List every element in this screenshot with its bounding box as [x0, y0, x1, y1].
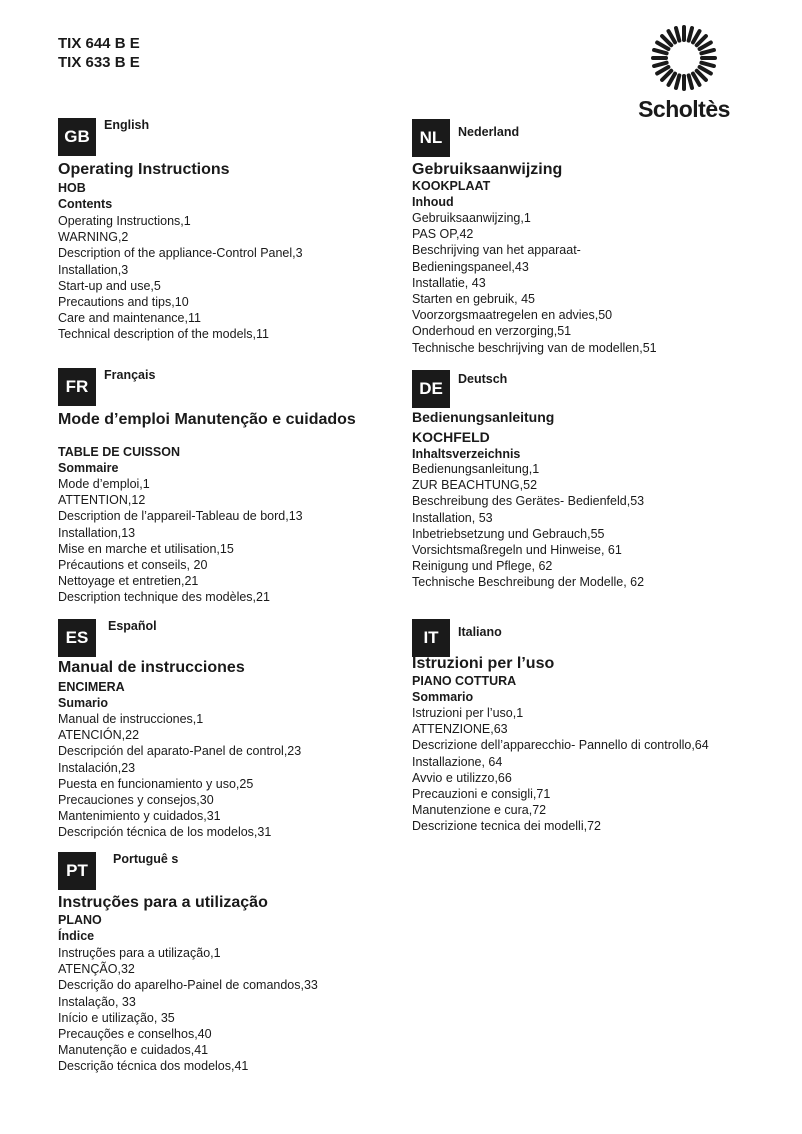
contents-heading: Índice [58, 929, 95, 944]
list-item: Beschrijving van het apparaat- [412, 243, 581, 258]
contents-list [58, 213, 303, 343]
language-name: Español [108, 619, 157, 633]
contents-list [412, 705, 709, 835]
logo-ray [701, 63, 714, 66]
list-item: Descrição técnica dos modelos,41 [58, 1059, 249, 1074]
language-name: Italiano [458, 625, 502, 639]
list-item: Manutenzione e cura,72 [412, 803, 547, 818]
product-type: PIANO COTTURA [412, 674, 517, 688]
product-type: TABLE DE CUISSON [58, 445, 180, 459]
section-title: Gebruiksaanwijzing [412, 161, 563, 178]
language-name: English [104, 118, 150, 132]
list-item: PAS OP,42 [412, 227, 474, 242]
product-type: KOCHFELD [412, 429, 490, 445]
section-title: Manual de instrucciones [58, 659, 245, 676]
contents-list [412, 210, 657, 356]
list-item: Puesta en funcionamiento y uso,25 [58, 776, 254, 791]
list-item: Descrizione tecnica dei modelli,72 [412, 819, 601, 834]
section-subtitle [412, 178, 490, 211]
list-item: Precautions and tips,10 [58, 295, 189, 310]
list-item: Installation,3 [58, 262, 129, 277]
section-subtitle [58, 679, 125, 712]
logo-ray [689, 75, 692, 88]
model-number: TIX 633 B E [58, 54, 140, 71]
list-item: ATENCIÓN,22 [58, 728, 140, 743]
section-gb [58, 118, 403, 348]
list-item: Istruzioni per l’uso,1 [412, 706, 524, 720]
list-item: Vorsichtsmaßregeln und Hinweise, 61 [412, 543, 622, 558]
contents-heading: Sumario [58, 696, 109, 711]
section-title: Bedienungsanleitung [412, 409, 555, 425]
list-item: Nettoyage et entretien,21 [58, 574, 199, 589]
section-nl [412, 119, 757, 364]
language-name: Deutsch [458, 372, 508, 386]
list-item: Início e utilização, 35 [58, 1010, 175, 1025]
list-item: Descripción técnica de los modelos,31 [58, 825, 272, 840]
list-item: ATTENZIONE,63 [412, 722, 508, 737]
language-badge: NL [412, 119, 450, 157]
list-item: Mantenimiento y cuidados,31 [58, 809, 221, 824]
list-item: Voorzorgsmaatregelen en advies,50 [412, 308, 613, 323]
list-item: Descripción del aparato-Panel de control,23 [58, 744, 302, 759]
contents-heading: Sommaire [58, 461, 119, 476]
section-title: Istruzioni per l’uso [412, 655, 555, 672]
list-item: Instruções para a utilização,1 [58, 946, 221, 960]
section-subtitle [58, 180, 112, 213]
contents-list [58, 711, 301, 841]
section-fr [58, 368, 403, 608]
logo-ray [689, 28, 692, 41]
section-subtitle [58, 444, 180, 477]
list-item: Bedienungsanleitung,1 [412, 462, 540, 476]
model-numbers [58, 34, 140, 72]
brand-name: Scholtès [638, 96, 730, 122]
list-item: ZUR BEACHTUNG,52 [412, 478, 538, 493]
list-item: Description de l’appareil-Tableau de bord,13 [58, 509, 303, 524]
language-badge: FR [58, 368, 96, 406]
list-item: Manual de instrucciones,1 [58, 712, 204, 726]
sunburst-icon [634, 22, 734, 96]
section-de [412, 370, 757, 595]
contents-heading: Inhoud [412, 195, 454, 210]
list-item: Installation,13 [58, 525, 136, 540]
list-item: Descrição do aparelho-Painel de comandos,33 [58, 978, 318, 993]
list-item: Installatie, 43 [412, 275, 486, 290]
logo-ray [676, 75, 679, 88]
list-item: Technical description of the models,11 [58, 327, 269, 342]
list-item: Operating Instructions,1 [58, 214, 191, 228]
list-item: Gebruiksaanwijzing,1 [412, 211, 531, 225]
language-badge: GB [58, 118, 96, 156]
logo-ray [701, 50, 714, 53]
product-type: PLANO [58, 913, 102, 927]
list-item: Inbetriebsetzung und Gebrauch,55 [412, 526, 605, 541]
section-subtitle [412, 673, 516, 706]
language-name: Nederland [458, 125, 520, 139]
list-item: Technische Beschreibung der Modelle, 62 [412, 575, 645, 590]
list-item: Descrizione dell’apparecchio- Pannello di controllo,64 [412, 738, 709, 753]
contents-heading: Contents [58, 197, 113, 212]
list-item: Installazione, 64 [412, 754, 503, 769]
contents-list [58, 945, 318, 1075]
list-item: Onderhoud en verzorging,51 [412, 324, 572, 339]
section-it [412, 619, 757, 839]
list-item: Description of the appliance-Control Panel,3 [58, 246, 303, 261]
logo-ray [676, 28, 679, 41]
list-item: Avvio e utilizzo,66 [412, 770, 512, 785]
list-item: Description technique des modèles,21 [58, 590, 270, 605]
list-item: Manutenção e cuidados,41 [58, 1043, 209, 1058]
list-item: Installation, 53 [412, 510, 493, 525]
list-item: Mise en marche et utilisation,15 [58, 541, 234, 556]
contents-list [58, 476, 303, 606]
language-badge: DE [412, 370, 450, 408]
logo-ray [654, 50, 667, 53]
contents-list [412, 461, 644, 591]
list-item: Precauzioni e consigli,71 [412, 787, 551, 802]
section-pt [58, 852, 403, 1082]
list-item: Reinigung und Pflege, 62 [412, 559, 553, 574]
section-subtitle [412, 428, 520, 462]
section-es [58, 619, 403, 844]
list-item: Technische beschrijving van de modellen,51 [412, 340, 657, 355]
list-item: Précautions et conseils, 20 [58, 558, 208, 573]
list-item: Instalação, 33 [58, 994, 136, 1009]
language-badge: PT [58, 852, 96, 890]
language-badge: ES [58, 619, 96, 657]
section-subtitle [58, 912, 102, 945]
language-name: Portuguê s [113, 852, 179, 866]
product-type: KOOKPLAAT [412, 179, 491, 193]
list-item: Care and maintenance,11 [58, 311, 201, 326]
section-title: Instruções para a utilização [58, 894, 268, 911]
product-type: HOB [58, 181, 86, 195]
logo-ray [654, 63, 667, 66]
contents-heading: Inhaltsverzeichnis [412, 447, 521, 461]
list-item: Precauções e conselhos,40 [58, 1027, 212, 1042]
list-item: WARNING,2 [58, 230, 129, 245]
model-number: TIX 644 B E [58, 35, 140, 52]
brand-logo [634, 22, 734, 126]
contents-heading: Sommario [412, 690, 474, 705]
list-item: Starten en gebruik, 45 [412, 292, 535, 307]
language-badge: IT [412, 619, 450, 657]
section-title: Mode d’emploi Manutenção e cuidados [58, 411, 356, 428]
section-title: Operating Instructions [58, 161, 230, 178]
list-item: Beschreibung des Gerätes- Bedienfeld,53 [412, 494, 645, 509]
list-item: ATTENTION,12 [58, 493, 146, 508]
list-item: Mode d’emploi,1 [58, 477, 150, 491]
list-item: Precauciones y consejos,30 [58, 793, 214, 808]
product-type: ENCIMERA [58, 680, 125, 694]
language-name: Français [104, 368, 156, 382]
list-item: Bedieningspaneel,43 [412, 259, 529, 274]
list-item: Start-up and use,5 [58, 278, 161, 293]
list-item: Instalación,23 [58, 760, 136, 775]
list-item: ATENÇÃO,32 [58, 962, 135, 977]
